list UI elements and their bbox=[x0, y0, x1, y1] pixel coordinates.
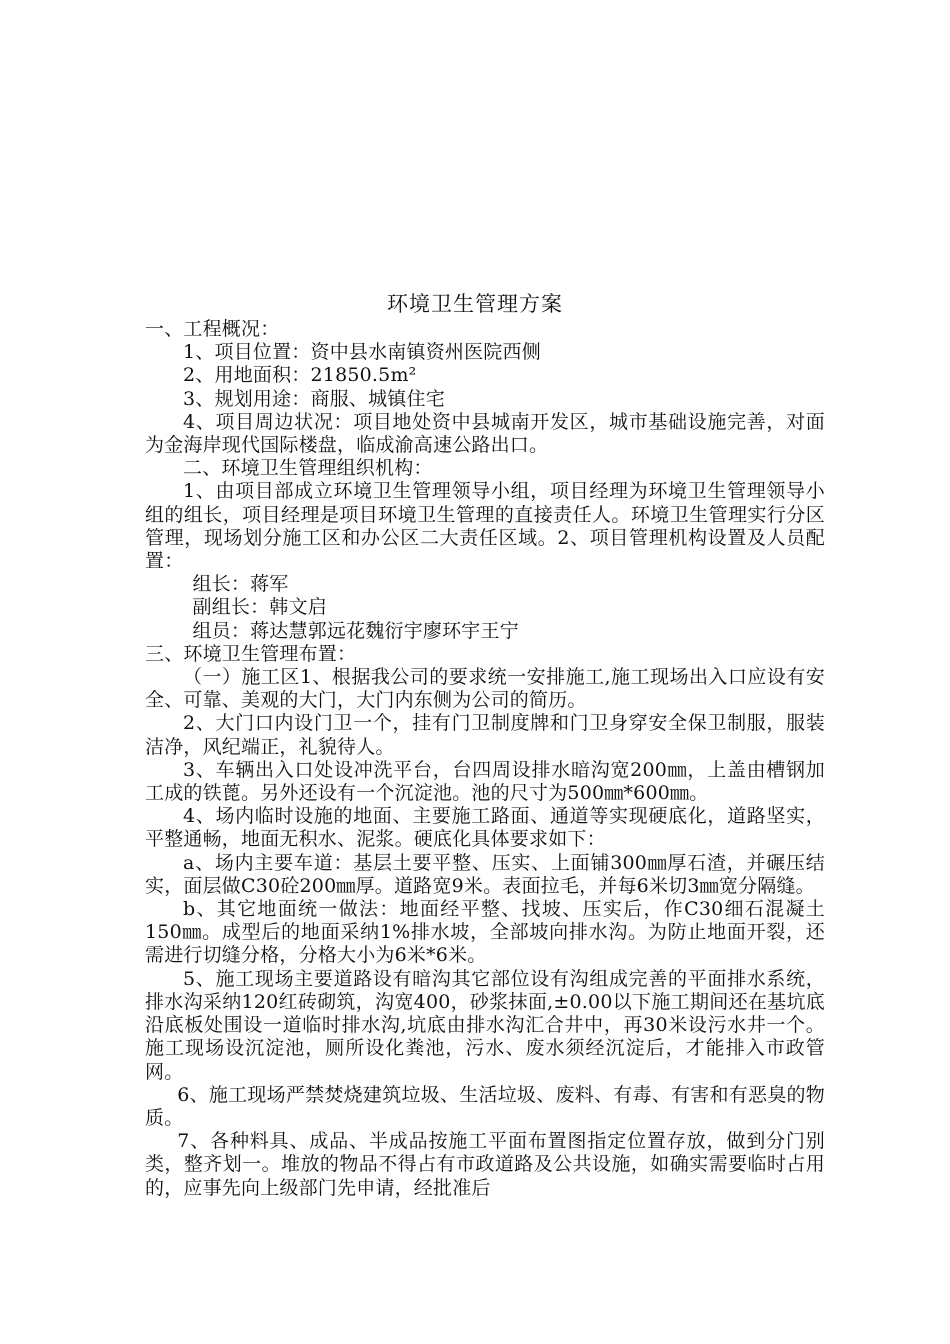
paragraph-construction-area: （一）施工区1、根据我公司的要求统一安排施工,施工现场出入口应设有安全、可靠、美观的大门，大门内东侧为公司的简历。 bbox=[145, 666, 825, 712]
paragraph-material-storage: 7、各种料具、成品、半成品按施工平面布置图指定位置存放，做到分门别类，整齐划一。堆放的物品不得占有市政道路及公共设施，如确实需要临时占用的，应事先向上级部门先申请，经批准后 bbox=[145, 1130, 825, 1199]
paragraph-members: 组员：蒋达慧郭远花魏衍宇廖环宇王宁 bbox=[192, 619, 519, 642]
paragraph-project-location: 1、项目位置：资中县水南镇资州医院西侧 bbox=[183, 341, 541, 364]
paragraph-land-area: 2、用地面积：21850.5m² bbox=[183, 364, 417, 387]
section-heading-organization: 二、环境卫生管理组织机构： bbox=[183, 457, 433, 480]
paragraph-other-ground: b、其它地面统一做法：地面经平整、找坡、压实后，作C30细石混凝土150㎜。成型后的地面采纳1%排水坡，全部坡向排水沟。为防止地面开裂，还需进行切缝分格，分格大小为6米*6米。 bbox=[145, 898, 825, 967]
paragraph-leader: 组长：蒋军 bbox=[192, 573, 289, 596]
paragraph-deputy-leader: 副组长：韩文启 bbox=[192, 596, 327, 619]
paragraph-drainage: 5、施工现场主要道路设有暗沟其它部位设有沟组成完善的平面排水系统，排水沟采纳120红砖砌筑，沟宽400，砂浆抹面,±0.00以下施工期间还在基坑底沿底板处围设一道临时排水沟,坑底由排水沟汇合井中，再30米设污水井一个。施工现场设沉淀池，厕所设化粪池，污水、废水须经沉淀后，才能排入市政管网。 bbox=[145, 967, 825, 1083]
section-heading-overview: 一、工程概况： bbox=[145, 318, 280, 340]
paragraph-leadership-group: 1、由项目部成立环境卫生管理领导小组，项目经理为环境卫生管理领导小组的组长，项目经理是项目环境卫生管理的直接责任人。环境卫生管理实行分区管理，现场划分施工区和办公区二大责任区域。2、项目管理机构设置及人员配置： bbox=[145, 480, 825, 573]
section-heading-layout: 三、环境卫生管理布置： bbox=[145, 642, 357, 665]
page-title: 环境卫生管理方案 bbox=[387, 292, 563, 316]
paragraph-hardened-ground: 4、场内临时设施的地面、主要施工路面、通道等实现硬底化，道路坚实，平整通畅，地面无积水、泥浆。硬底化具体要求如下： bbox=[145, 805, 825, 851]
paragraph-gate-guard: 2、大门口内设门卫一个，挂有门卫制度牌和门卫身穿安全保卫制服，服装洁净，风纪端正，礼貌待人。 bbox=[145, 712, 825, 758]
document-body bbox=[145, 318, 825, 1200]
paragraph-no-burning: 6、施工现场严禁焚烧建筑垃圾、生活垃圾、废料、有毒、有害和有恶臭的物质。 bbox=[145, 1083, 825, 1129]
paragraph-surroundings: 4、项目周边状况：项目地处资中县城南开发区，城市基础设施完善，对面为金海岸现代国际楼盘，临成渝高速公路出口。 bbox=[145, 410, 825, 457]
paragraph-vehicle-wash: 3、车辆出入口处设冲洗平台，台四周设排水暗沟宽200㎜，上盖由槽钢加工成的铁蓖。另外还设有一个沉淀池。池的尺寸为500㎜*600㎜。 bbox=[145, 758, 825, 805]
paragraph-planned-use: 3、规划用途：商服、城镇住宅 bbox=[183, 387, 445, 410]
paragraph-main-roads: a、场内主要车道：基层土要平整、压实、上面铺300㎜厚石渣，并碾压结实，面层做C30砼200㎜厚。道路宽9米。表面拉毛，并每6米切3㎜宽分隔缝。 bbox=[145, 851, 825, 897]
